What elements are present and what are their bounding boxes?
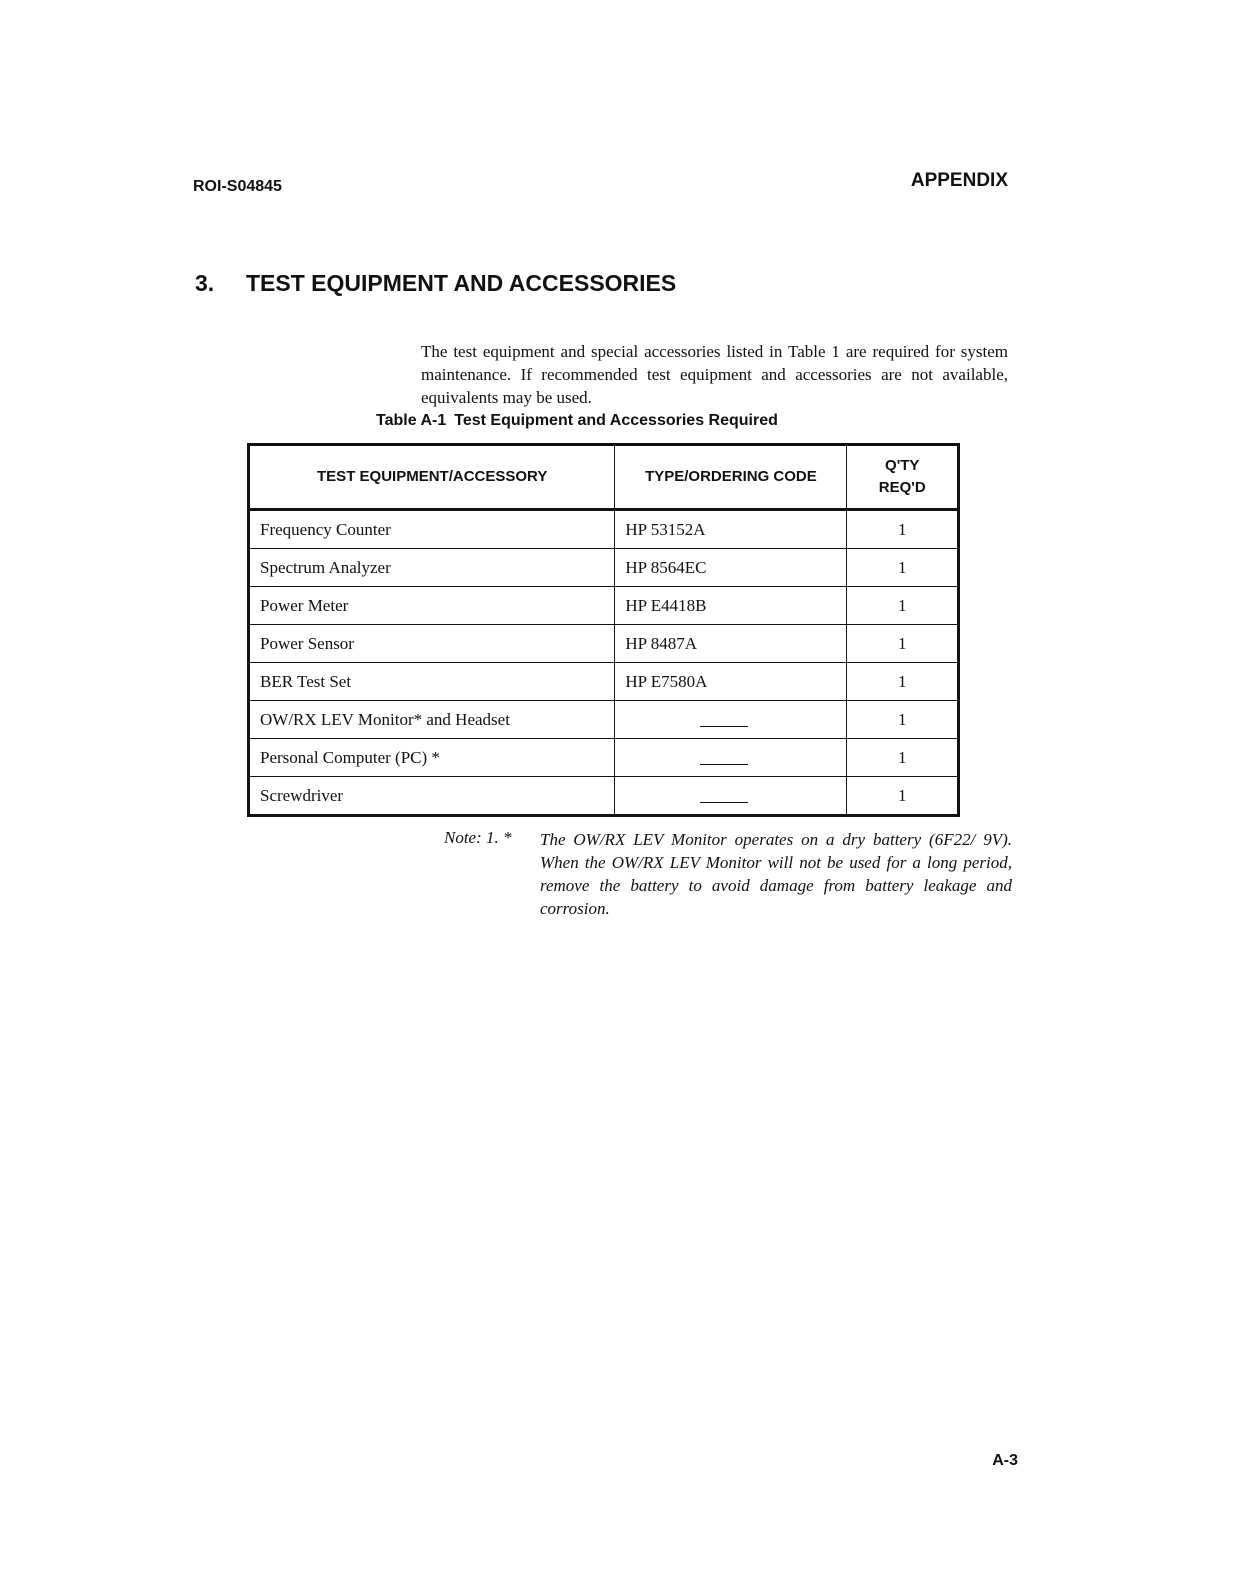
cell-item: Power Meter	[249, 587, 615, 625]
table-row	[249, 510, 959, 549]
cell-qty: 1	[847, 625, 959, 663]
cell-item: Spectrum Analyzer	[249, 549, 615, 587]
cell-code: HP 53152A	[615, 510, 847, 549]
section-title: TEST EQUIPMENT AND ACCESSORIES	[246, 270, 677, 296]
table-row	[249, 625, 959, 663]
section-number: 3.	[195, 270, 215, 296]
cell-qty: 1	[847, 663, 959, 701]
equipment-table	[247, 443, 960, 817]
blank-dash	[700, 790, 748, 803]
section-heading	[195, 270, 676, 297]
cell-item: Frequency Counter	[249, 510, 615, 549]
table-row	[249, 587, 959, 625]
cell-qty: 1	[847, 587, 959, 625]
table-row	[249, 663, 959, 701]
cell-qty: 1	[847, 510, 959, 549]
table-header-row	[249, 445, 959, 510]
cell-item: OW/RX LEV Monitor* and Headset	[249, 701, 615, 739]
table-row	[249, 549, 959, 587]
intro-paragraph: The test equipment and special accessories listed in Table 1 are required for system maintenance. If recommended test equipment and accessories are not available, equivalents may be used.	[421, 342, 1008, 407]
header-qty-line2: REQ'D	[878, 479, 926, 496]
cell-item: BER Test Set	[249, 663, 615, 701]
cell-item: Personal Computer (PC) *	[249, 739, 615, 777]
blank-dash	[700, 714, 748, 727]
cell-code-blank	[615, 701, 847, 739]
table-caption	[376, 412, 778, 430]
header-code: TYPE/ORDERING CODE	[615, 445, 847, 510]
cell-qty: 1	[847, 701, 959, 739]
cell-qty: 1	[847, 739, 959, 777]
document-id: ROI-S04845	[193, 178, 282, 195]
cell-qty: 1	[847, 777, 959, 816]
cell-code: HP E4418B	[615, 587, 847, 625]
note-label: Note: 1. *	[444, 828, 512, 847]
cell-code-blank	[615, 739, 847, 777]
header-qty-line1: Q'TY	[885, 457, 920, 474]
section-label: APPENDIX	[910, 170, 1008, 191]
table-caption-number: Table A-1	[376, 412, 447, 429]
blank-dash	[700, 752, 748, 765]
cell-code-blank	[615, 777, 847, 816]
cell-code: HP E7580A	[615, 663, 847, 701]
cell-qty: 1	[847, 549, 959, 587]
table-row	[249, 739, 959, 777]
page-number: A-3	[992, 1452, 1018, 1469]
cell-code: HP 8487A	[615, 625, 847, 663]
table-row	[249, 701, 959, 739]
table-caption-title: Test Equipment and Accessories Required	[454, 412, 778, 429]
note-text: The OW/RX LEV Monitor operates on a dry battery (6F22/ 9V). When the OW/RX LEV Monitor will not be used for a long period, remove the battery to avoid damage from battery leakage and corrosion.	[540, 830, 1012, 918]
header-qty	[847, 445, 959, 510]
header-item: TEST EQUIPMENT/ACCESSORY	[249, 445, 615, 510]
cell-item: Power Sensor	[249, 625, 615, 663]
cell-item: Screwdriver	[249, 777, 615, 816]
cell-code: HP 8564EC	[615, 549, 847, 587]
table-row	[249, 777, 959, 816]
